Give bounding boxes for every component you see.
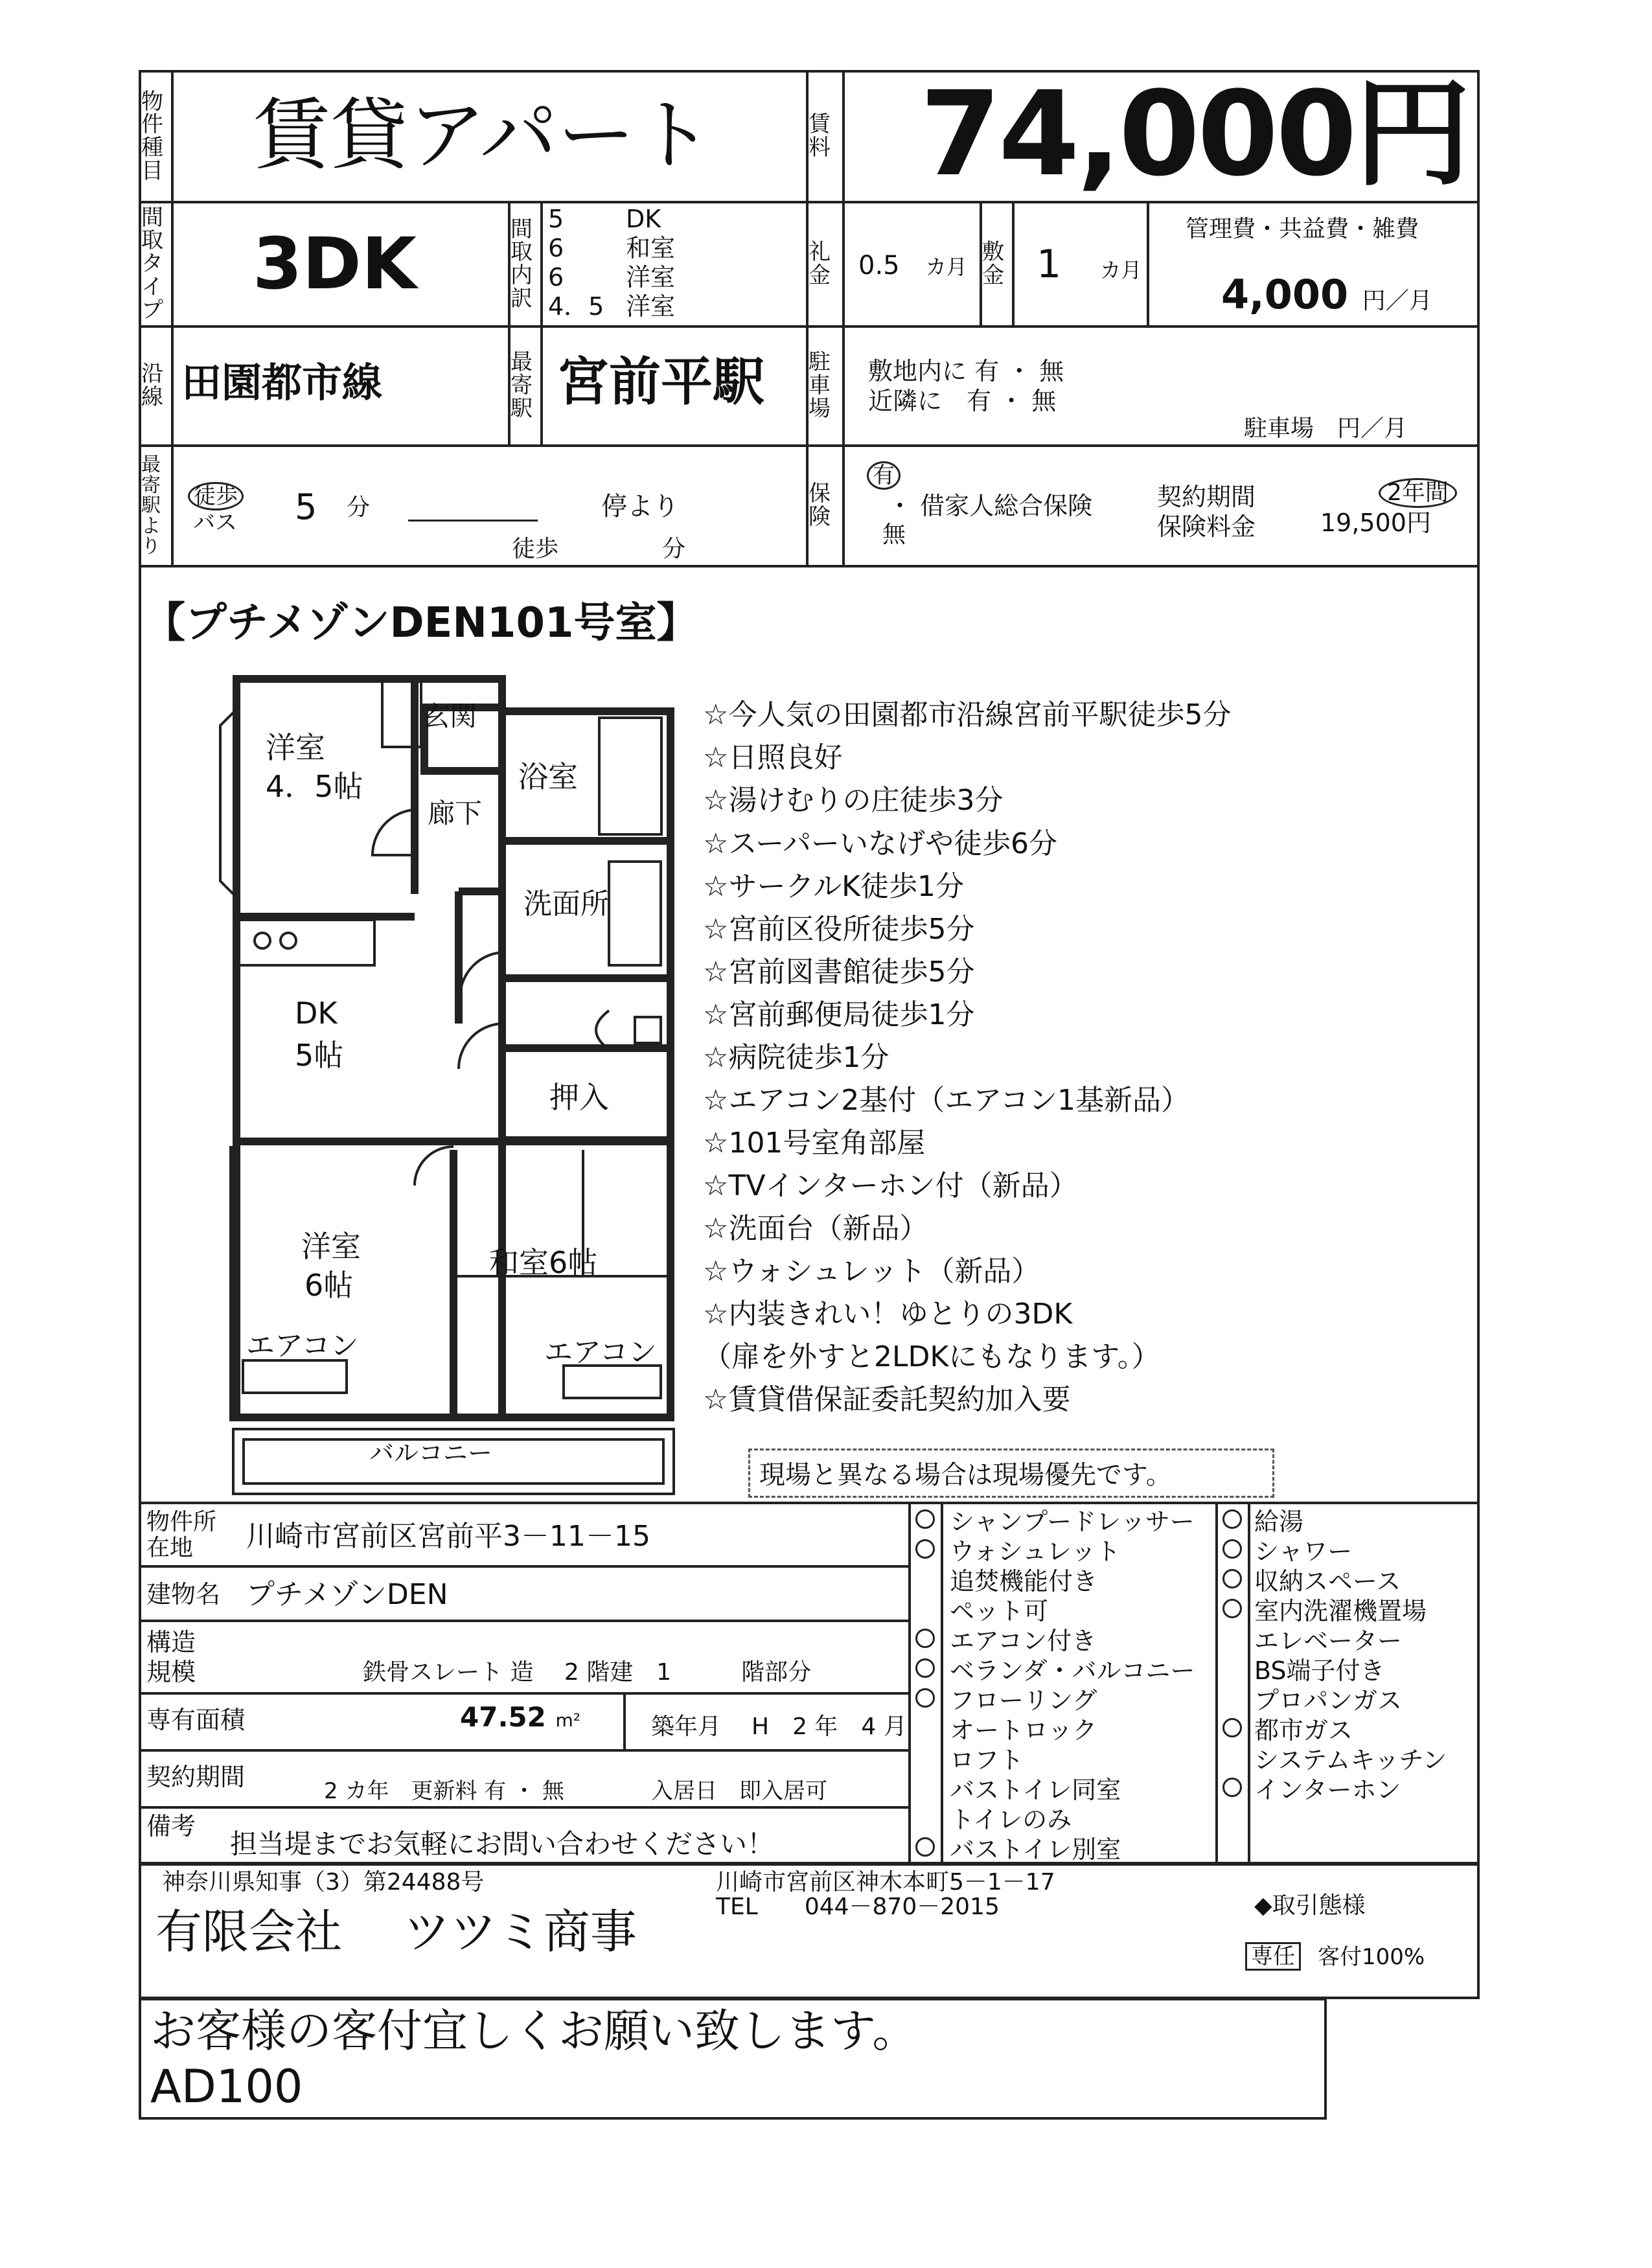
rent-label: 賃料 [809,111,831,161]
parking-label: 駐車場 [809,349,831,422]
commission: 客付100% [1318,1944,1425,1970]
mgmt-label: 管理費・共益費・雑費 [1186,216,1419,242]
checked-mark [1222,1718,1242,1737]
checked-mark [915,1539,935,1559]
feature-item: ☆宮前図書館徒歩5分 [703,956,975,989]
breakdown-row: 6 洋室 [548,263,676,292]
property-name: 【プチメゾンDEN101号室】 [144,599,698,647]
bus-label: バス [193,510,237,536]
building-label: 建物名 [146,1580,221,1609]
equipment-item: ベランダ・バルコニー [950,1656,1195,1685]
nearest-station: 宮前平駅 [557,352,764,412]
checked-mark [915,1688,935,1708]
area-label: 専有面積 [146,1706,246,1734]
shikikin-value: 1 カ月 [1037,242,1142,287]
checked-mark [915,1629,935,1648]
equipment-item: エレベーター [1254,1627,1403,1655]
transaction-type: 専任 [1245,1942,1301,1971]
minutes-unit: 分 [347,494,371,521]
location-label: 物件所在地 [146,1509,217,1561]
bus-stop-label: 停より [601,492,679,521]
balcony-label: バルコニー [369,1439,493,1467]
agent-address: 川崎市宮前区神木本町5－1－17 [716,1869,1055,1896]
breakdown-row: 5 DK [548,205,661,233]
feature-item: ☆内装きれい！ゆとりの3DK [703,1298,1073,1331]
structure-value: 鉄骨スレート 造 2 階建 1 階部分 [363,1659,812,1686]
agent-tel: TEL 044－870－2015 [716,1894,1000,1920]
equipment-item: 追焚機能付き [950,1567,1098,1596]
insurance-label: 保険 [809,481,831,530]
contract-term-value: 2年間 [1379,478,1457,508]
equipment-item: シャンプードレッサー [950,1507,1195,1536]
checked-mark [915,1509,935,1529]
rent-value: 74,000円 [920,67,1469,202]
equipment-item: ウォシュレット [950,1537,1121,1566]
checked-mark [915,1658,935,1678]
washroom-label: 洗面所 [523,888,609,921]
reikin-label: 礼金 [809,239,831,288]
equipment-item: 収納スペース [1254,1567,1401,1596]
company-name: 有限会社 ツツミ商事 [155,1905,637,1959]
equipment-item: ペット可 [950,1597,1049,1625]
closet-label: 押入 [549,1080,609,1115]
on-site-priority-notice: 現場と異なる場合は現場優先です。 [748,1449,1274,1498]
feature-item: ☆今人気の田園都市沿線宮前平駅徒歩5分 [703,698,1232,731]
contract-value: 2 カ年 更新料 有 ・ 無 [324,1778,564,1804]
footer-request: お客様の客付宜しくお願い致します。 [150,2004,918,2057]
western2-size: 6帖 [304,1268,354,1303]
feature-item: ☆宮前区役所徒歩5分 [703,913,975,946]
line-label: 沿線 [141,361,163,410]
parking-nearby: 近隣に 有 ・ 無 [868,387,1057,415]
feature-item: ☆病院徒歩1分 [703,1041,889,1074]
layout-type: 3DK [253,222,417,305]
feature-item: ☆サークルK徒歩1分 [703,870,964,903]
checked-mark [1222,1599,1242,1618]
walk-label: 徒歩 [188,482,244,510]
ac-label-2: エアコン [544,1336,657,1369]
station-label: 最寄駅 [511,349,533,422]
dk-label: DK [295,996,338,1031]
insurance-fee-label: 保険料金 [1157,512,1256,541]
checked-mark [1222,1539,1242,1559]
ac-label-1: エアコン [246,1329,359,1362]
equipment-item: システムキッチン [1254,1746,1447,1774]
japanese-room-label: 和室6帖 [489,1245,598,1280]
western1-label: 洋室 [266,730,325,765]
property-type: 賃貸アパート [253,91,713,181]
bath-label: 浴室 [518,759,578,794]
equipment-item: バストイレ別室 [950,1835,1121,1864]
feature-item: ☆湯けむりの庄徒歩3分 [703,784,1004,817]
feature-item: ☆エアコン2基付（エアコン1基新品） [703,1084,1190,1117]
checked-mark [1222,1778,1242,1797]
location-value: 川崎市宮前区宮前平3－11－15 [246,1520,650,1553]
breakdown-row: 4．5 洋室 [548,292,676,321]
built-value: H 2 年 4 月 [751,1713,907,1740]
equipment-item: 都市ガス [1254,1716,1353,1745]
contract-term-label: 契約期間 [1157,483,1256,511]
layout-breakdown [548,205,801,321]
footer-ad: AD100 [150,2060,303,2113]
feature-item: ☆スーパーいなげや徒歩6分 [703,827,1058,860]
insurance-yes: 有 [867,461,901,490]
equipment-item: バストイレ同室 [950,1776,1121,1804]
built-label: 築年月 [651,1713,722,1740]
checked-mark [1222,1509,1242,1529]
feature-item: （扉を外すと2LDKにもなります。） [703,1340,1160,1373]
mgmt-value: 4,000 円／月 [1221,271,1432,318]
type-label: 物件種目 [141,88,163,184]
hall-label: 廊下 [428,797,483,829]
dk-size: 5帖 [295,1038,344,1073]
feature-item: ☆ウォシュレット（新品） [703,1255,1040,1288]
license-number: 神奈川県知事（3）第24488号 [162,1869,485,1896]
scale-label: 規模 [146,1658,196,1686]
walk-minutes: 5 [295,487,317,527]
structure-label: 構造 [146,1628,196,1656]
checked-mark [915,1837,935,1857]
insurance-type: ・ 借家人総合保険 [888,492,1093,520]
parking-onsite: 敷地内に 有 ・ 無 [868,357,1064,385]
remarks-label: 備考 [146,1812,196,1840]
equipment-item: オートロック [950,1716,1097,1745]
equipment-item: プロパンガス [1254,1686,1403,1715]
feature-item: ☆101号室角部屋 [703,1127,926,1160]
feature-item: ☆TVインターホン付（新品） [703,1169,1078,1202]
movein-value: 入居日 即入居可 [651,1778,827,1804]
equipment-item: エアコン付き [950,1627,1097,1655]
equipment-item: トイレのみ [950,1805,1072,1834]
equipment-item: シャワー [1254,1537,1353,1566]
equipment-item: インターホン [1254,1776,1401,1804]
western1-size: 4．5帖 [266,769,363,804]
feature-item: ☆日照良好 [703,741,843,774]
floor-plan [194,674,687,1503]
insurance-no: 無 [882,521,906,548]
area-value: 47.52 m² [460,1701,580,1733]
equipment-item: 室内洗濯機置場 [1254,1597,1427,1625]
equipment-item: 給湯 [1254,1507,1304,1536]
equipment-item: フローリング [950,1686,1097,1715]
equipment-item: ロフト [950,1746,1024,1774]
walk-from-stop: 徒歩 分 [512,536,686,562]
insurance-fee-value: 19,500円 [1320,509,1431,537]
entrance-label: 玄関 [422,700,477,732]
access-label: 最寄駅より [141,453,161,558]
western2-label: 洋室 [301,1229,361,1264]
remarks-value: 担当堤までお気軽にお問い合わせください！ [230,1828,775,1860]
parking-fee: 駐車場 円／月 [1244,415,1408,442]
feature-item: ☆賃貸借保証委託契約加入要 [703,1383,1071,1416]
railway-line: 田園都市線 [181,359,383,406]
transaction-label: ◆取引態様 [1254,1892,1366,1919]
feature-item: ☆宮前郵便局徒歩1分 [703,998,975,1031]
feature-item: ☆洗面台（新品） [703,1212,928,1245]
contract-label: 契約期間 [146,1763,246,1791]
equipment-item: BS端子付き [1254,1656,1385,1685]
breakdown-row: 6 和室 [548,234,676,262]
layout-label: 間取タイプ [141,204,163,323]
shikikin-label: 敷金 [982,239,1004,288]
building-value: プチメゾンDEN [246,1578,448,1611]
checked-mark [1222,1569,1242,1588]
reikin-value: 0.5 カ月 [858,251,967,281]
breakdown-label: 間取内訳 [511,216,533,312]
